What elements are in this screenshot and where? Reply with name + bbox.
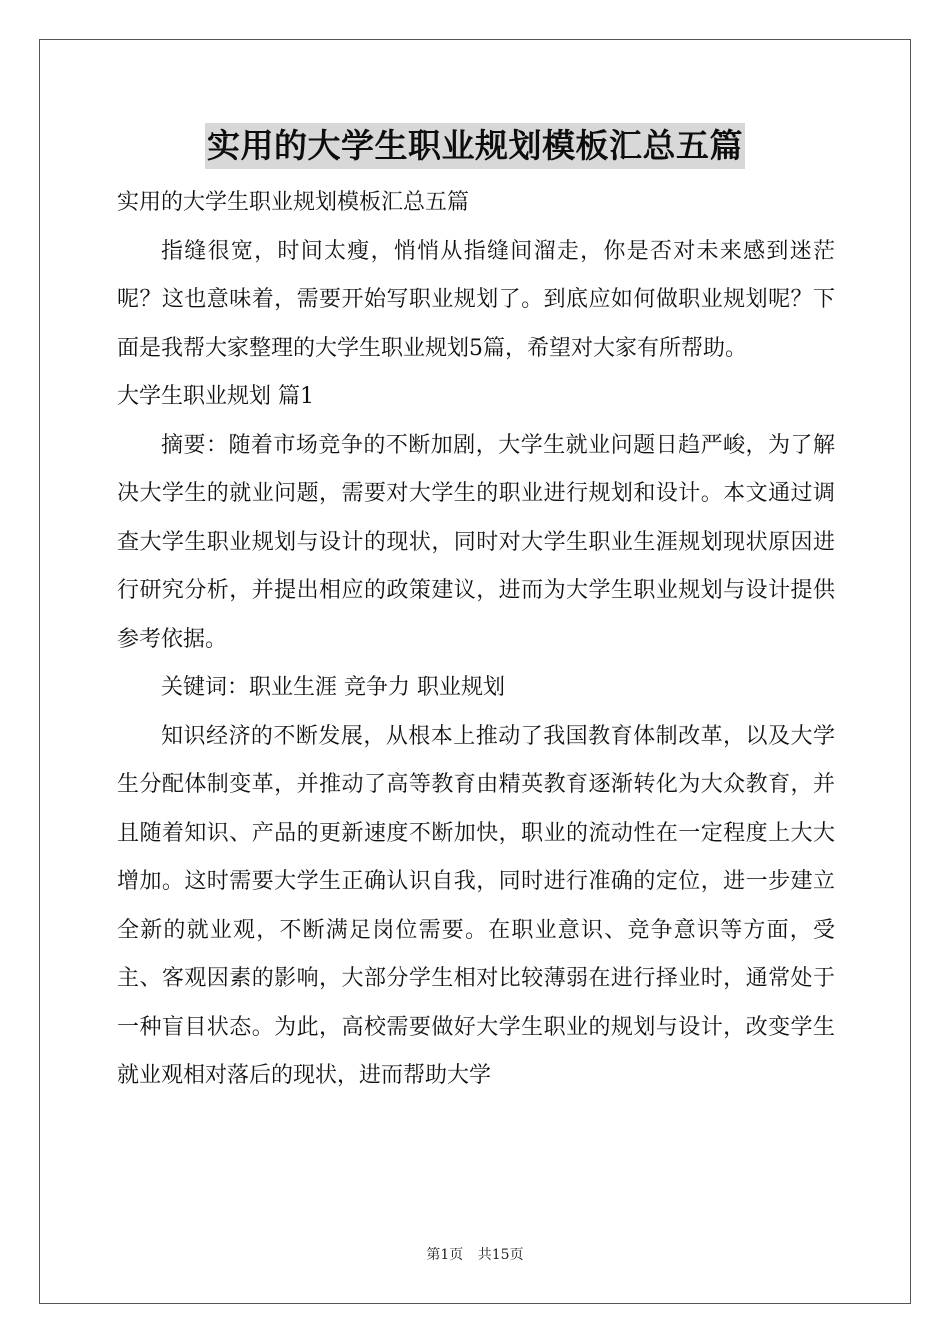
paragraph-abstract: 摘要：随着市场竞争的不断加剧，大学生就业问题日趋严峻，为了解决大学生的就业问题，需要对大学生的职业进行规划和设计。本文通过调查大学生职业规划与设计的现状，同时对大学生职业生涯规划现状原因进行研究分析，并提出相应的政策建议，进而为大学生职业规划与设计提供参考依据。 bbox=[117, 432, 835, 652]
document-title: 实用的大学生职业规划模板汇总五篇 bbox=[205, 123, 745, 169]
paragraph-keywords: 关键词：职业生涯 竞争力 职业规划 bbox=[161, 675, 505, 700]
title-container bbox=[0, 123, 950, 169]
page-total: 共15页 bbox=[477, 1247, 524, 1263]
document-body bbox=[117, 179, 835, 1101]
page-footer bbox=[0, 1244, 950, 1264]
paragraph-body: 知识经济的不断发展，从根本上推动了我国教育体制改革，以及大学生分配体制变革，并推动了高等教育由精英教育逐渐转化为大众教育，并且随着知识、产品的更新速度不断加快，职业的流动性在一定程度上大大增加。这时需要大学生正确认识自我，同时进行准确的定位，进一步建立全新的就业观，不断满足岗位需要。在职业意识、竞争意识等方面，受主、客观因素的影响，大部分学生相对比较薄弱在进行择业时，通常处于一种盲目状态。为此，高校需要做好大学生职业的规划与设计，改变学生就业观相对落后的现状，进而帮助大学 bbox=[117, 723, 835, 1088]
section-heading: 大学生职业规划 篇1 bbox=[117, 384, 314, 409]
paragraph-intro: 指缝很宽，时间太瘦，悄悄从指缝间溜走，你是否对未来感到迷茫呢？这也意味着，需要开始写职业规划了。到底应如何做职业规划呢？下面是我帮大家整理的大学生职业规划5篇，希望对大家有所帮助。 bbox=[117, 238, 835, 361]
document-subtitle: 实用的大学生职业规划模板汇总五篇 bbox=[117, 190, 470, 215]
page-number: 第1页 bbox=[426, 1247, 464, 1263]
